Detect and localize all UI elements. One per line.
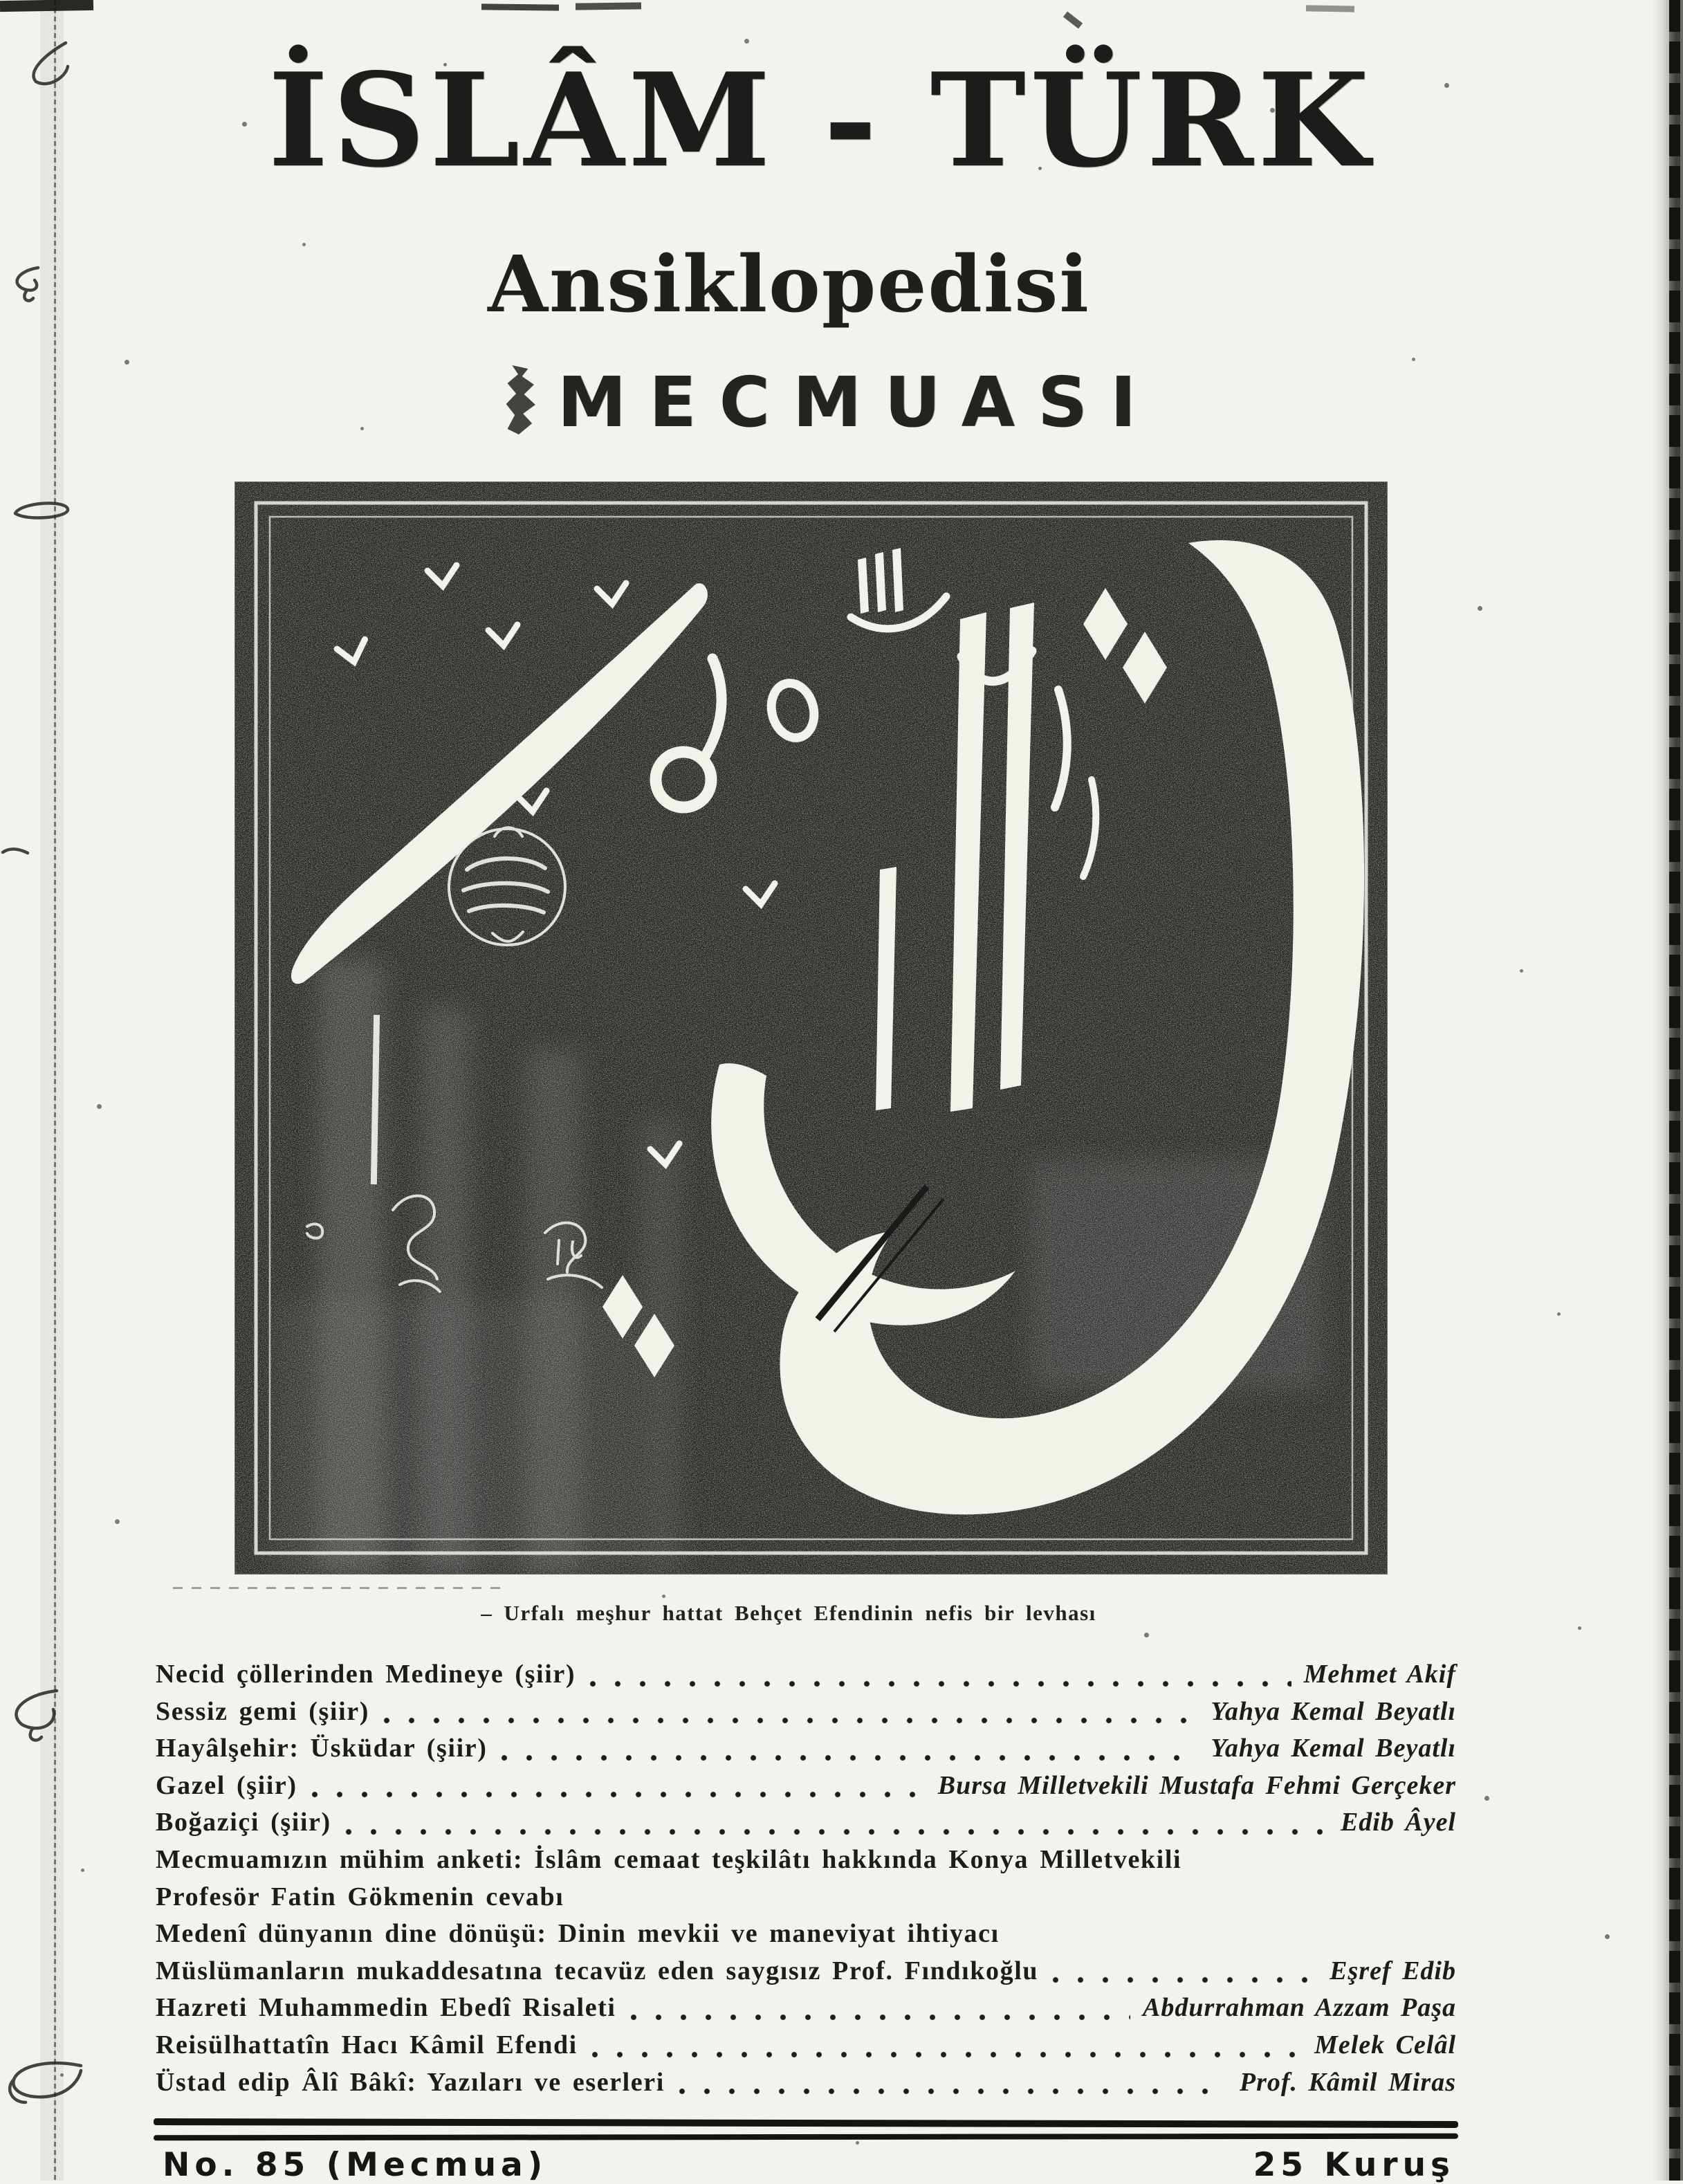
toc-entry-author: Eşref Edib bbox=[1330, 1956, 1456, 1985]
masthead-series-text: MECMUASI bbox=[557, 362, 1159, 443]
print-defect-smudge bbox=[505, 365, 538, 434]
dot-leader bbox=[589, 1678, 1291, 1689]
toc-entry-title: Boğaziçi (şiir) bbox=[156, 1808, 331, 1837]
dot-leader bbox=[501, 1752, 1198, 1763]
toc-entry-author: Bursa Milletvekili Mustafa Fehmi Gerçeker bbox=[937, 1770, 1456, 1800]
toc-entry-title: Hazreti Muhammedin Ebedî Risaleti bbox=[156, 1993, 616, 2023]
ink-smear-top-center bbox=[481, 3, 559, 10]
ink-fleck-2 bbox=[1306, 5, 1354, 12]
paper-specks bbox=[0, 0, 2, 2]
toc-entry-title: Mecmuamızın mühim anketi: İslâm cemaat teşkilâtı hakkında Konya Milletvekili bbox=[156, 1844, 1182, 1874]
ink-fleck bbox=[1063, 11, 1083, 28]
dot-leader bbox=[591, 2049, 1302, 2059]
toc-row bbox=[156, 1844, 1456, 1882]
toc-entry-author: Edib Âyel bbox=[1340, 1808, 1456, 1837]
toc-entry-title: Sessiz gemi (şiir) bbox=[156, 1696, 369, 1726]
toc-row bbox=[156, 1992, 1456, 2030]
toc-entry-title: Necid çöllerinden Medineye (şiir) bbox=[156, 1660, 576, 1689]
dot-leader bbox=[311, 1789, 926, 1799]
table-of-contents bbox=[156, 1659, 1456, 2104]
dot-leader bbox=[630, 2012, 1130, 2022]
toc-entry-title: Üstad edip Âlî Bâkî: Yazıları ve eserleri bbox=[156, 2067, 665, 2097]
toc-row bbox=[156, 2030, 1456, 2067]
toc-entry-title: Gazel (şiir) bbox=[156, 1770, 297, 1800]
issue-number: No. 85 (Mecmua) bbox=[163, 2146, 548, 2184]
ink-smear-top-center-2 bbox=[576, 2, 641, 10]
masthead-title: İSLÂM - TÜRK bbox=[268, 44, 1374, 196]
toc-entry-title: Reisülhattatîn Hacı Kâmil Efendi bbox=[156, 2030, 578, 2059]
toc-row bbox=[156, 1770, 1456, 1808]
dot-leader bbox=[1052, 1974, 1317, 1985]
toc-entry-author: Yahya Kemal Beyatlı bbox=[1211, 1696, 1456, 1726]
toc-row bbox=[156, 1696, 1456, 1734]
toc-entry-title: Profesör Fatin Gökmenin cevabı bbox=[156, 1882, 564, 1911]
toc-entry-title: Medenî dünyanın dine dönüşü: Dinin mevkii ve maneviyat ihtiyacı bbox=[156, 1919, 1000, 1949]
toc-row bbox=[156, 1956, 1456, 1993]
toc-row bbox=[156, 1733, 1456, 1770]
divider-rule-top bbox=[154, 2118, 1458, 2128]
masthead-series bbox=[0, 362, 1673, 443]
plate-caption: – Urfalı meşhur hattat Behçet Efendinin nefis bir levhası bbox=[481, 1601, 1096, 1625]
dot-leader bbox=[383, 1715, 1198, 1725]
toc-entry-title: Müslümanların mukaddesatına tecavüz eden saygısız Prof. Fındıkoğlu bbox=[156, 1956, 1039, 1985]
divider-rule-bottom bbox=[154, 2133, 1458, 2141]
dot-leader bbox=[345, 1826, 1328, 1837]
toc-entry-author: Melek Celâl bbox=[1314, 2030, 1456, 2059]
toc-row bbox=[156, 2067, 1456, 2104]
price: 25 Kuruş bbox=[1253, 2146, 1455, 2184]
toc-row bbox=[156, 1882, 1456, 1919]
toc-row bbox=[156, 1807, 1456, 1844]
scratch-marks bbox=[173, 1587, 505, 1589]
toc-entry-title: Hayâlşehir: Üsküdar (şiir) bbox=[156, 1734, 488, 1763]
toc-row bbox=[156, 1918, 1456, 1956]
toc-entry-author: Mehmet Akif bbox=[1303, 1660, 1456, 1689]
toc-entry-author: Prof. Kâmil Miras bbox=[1239, 2067, 1456, 2097]
toc-row bbox=[156, 1659, 1456, 1696]
toc-entry-author: Abdurrahman Azzam Paşa bbox=[1143, 1993, 1456, 2023]
ink-smear-top-left bbox=[0, 0, 93, 12]
calligraphy-artwork bbox=[235, 482, 1387, 1574]
toc-entry-author: Yahya Kemal Beyatlı bbox=[1211, 1734, 1456, 1763]
scan-edge-right-bar bbox=[1669, 0, 1680, 2181]
calligraphy-plate bbox=[235, 482, 1387, 1574]
masthead-subtitle: Ansiklopedisi bbox=[488, 239, 1090, 330]
dot-leader bbox=[679, 2086, 1227, 2096]
footer-bar bbox=[163, 2146, 1455, 2184]
